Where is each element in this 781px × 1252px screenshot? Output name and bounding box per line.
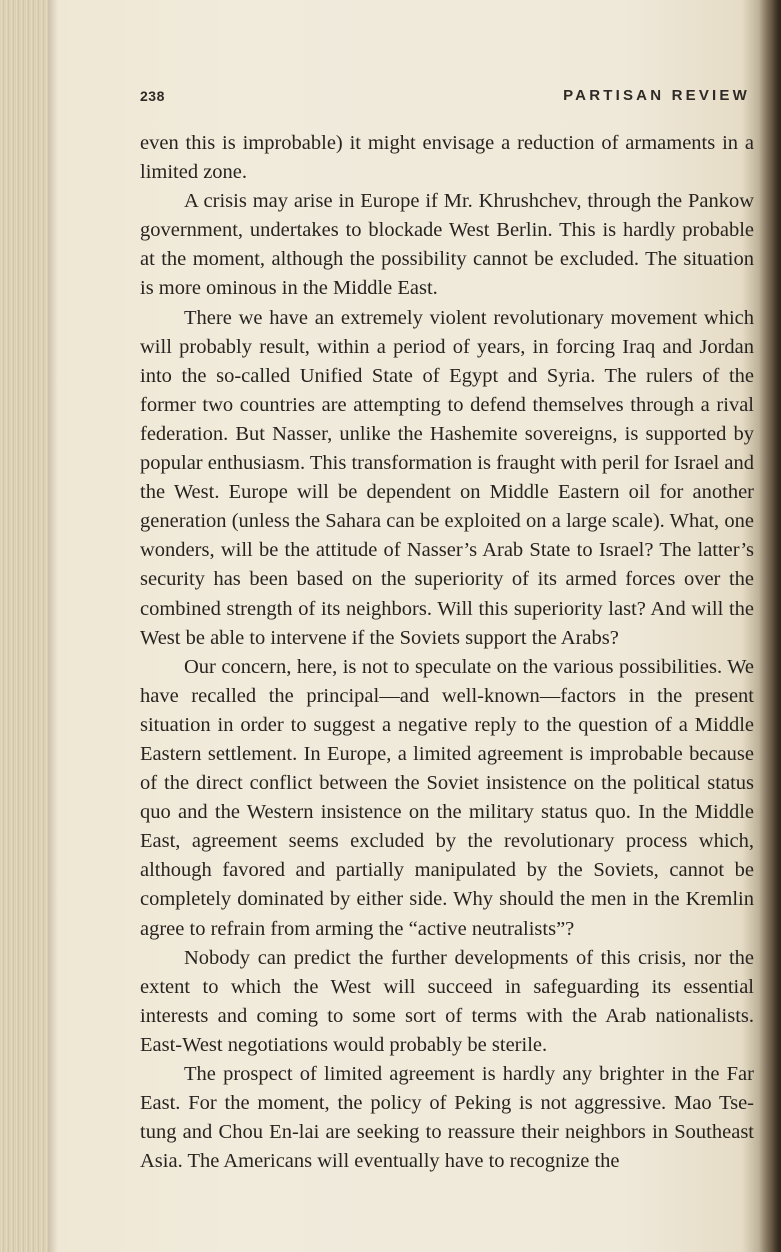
page-header: [140, 86, 758, 110]
paragraph-5: Nobody can predict the further developments of this crisis, nor the extent to which the West will succeed in safeguarding its essential interests and coming to some sort of terms with the Arab nationalists. East-West negotiations would probably be sterile.: [140, 946, 754, 1056]
paragraph-3: There we have an extremely violent revolutionary movement which will probably result, within a period of years, in forcing Iraq and Jordan into the so-called Unified State of Egypt and Syria. The rulers of the former two countries are attempting to defend themselves through a rival federation. But Nasser, unlike the Hashemite sovereigns, is supported by popular enthusiasm. This transformation is fraught with peril for Israel and the West. Europe will be dependent on Middle Eastern oil for another generation (unless the Sahara can be exploited on a large scale). What, one wonders, will be the attitude of Nasser’s Arab State to Israel? The latter’s security has been based on the superiority of its armed forces over the combined strength of its neighbors. Will this superiority last? And will the West be able to intervene if the Soviets support the Arabs?: [140, 306, 754, 649]
paragraph-2: A crisis may arise in Europe if Mr. Khrushchev, through the Pankow government, undertakes to blockade West Berlin. This is hardly probable at the moment, although the possibility cannot be excluded. The situation is more ominous in the Middle East.: [140, 190, 754, 300]
body-text: [140, 129, 754, 1176]
book-spine: [0, 0, 48, 1252]
paragraph-1: even this is improbable) it might envisage a reduction of armaments in a limited zone.: [140, 132, 754, 184]
spine-shadow: [48, 0, 58, 1252]
paragraph-4: Our concern, here, is not to speculate on the various possibilities. We have recalled the principal—and well-known—factors in the present situation in order to suggest a negative reply to the question of a Middle Eastern settlement. In Europe, a limited agreement is improbable because of the direct conflict between the Soviet insistence on the political status quo and the Western insistence on the military status quo. In the Middle East, agreement seems excluded by the revolutionary process which, although favored and partially manipulated by the Soviets, cannot be completely dominated by either side. Why should the men in the Kremlin agree to refrain from arming the “active neutralists”?: [140, 655, 754, 940]
paragraph-6: The prospect of limited agreement is hardly any brighter in the Far East. For the moment, the policy of Peking is not aggressive. Mao Tse-tung and Chou En-lai are seeking to reassure their neighbors in Southeast Asia. The Americans will eventually have to recognize the: [140, 1063, 754, 1173]
page-edge-shadow: [759, 0, 781, 1252]
page-number: 238: [140, 88, 165, 104]
running-head: PARTISAN REVIEW: [563, 87, 750, 104]
